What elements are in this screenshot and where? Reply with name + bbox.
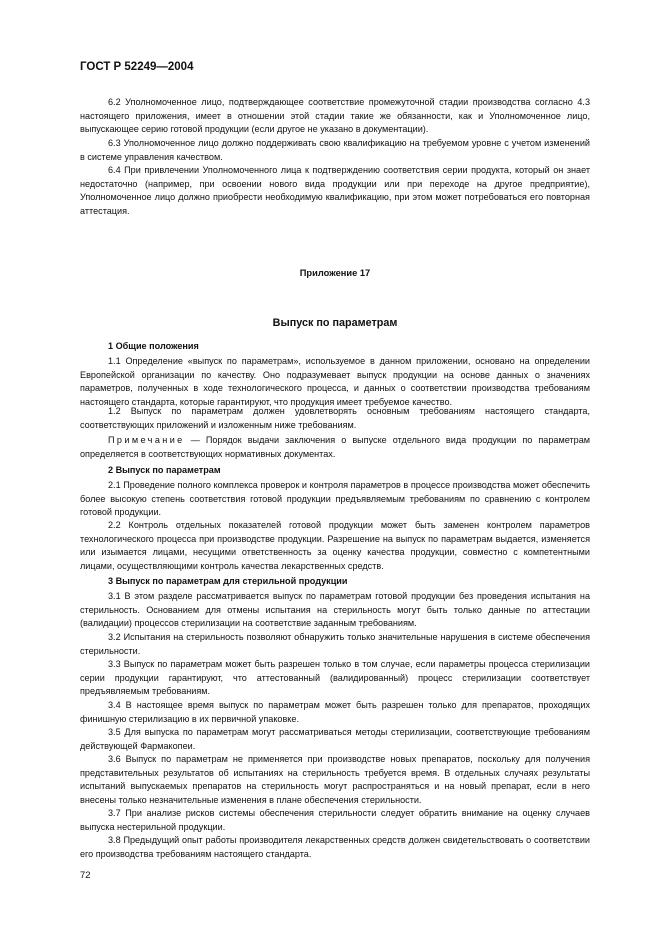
paragraph-3-6: 3.6 Выпуск по параметрам не применяется при производстве новых препаратов, поскольку для получения представительных результатов об испытаниях на стерильность требуется время. В отдельных случаях результаты испытаний выпускаемых препаратов на стерильность могут распространяться и на новый препарат, если в него внесены только незначительные изменения в плане обеспечения стерильности.	[80, 754, 590, 805]
document-header: ГОСТ Р 52249—2004	[80, 61, 194, 73]
paragraph-3-8: 3.8 Предыдущий опыт работы производителя лекарственных средств должен свидетельствовать о соответствии его производства требованиям настоящего стандарта.	[80, 835, 590, 859]
note-label: Примечание	[108, 435, 185, 445]
page-number: 72	[80, 870, 91, 881]
appendix-label: Приложение 17	[299, 268, 371, 278]
note-paragraph	[80, 434, 590, 461]
appendix-title: Выпуск по параметрам	[272, 317, 398, 329]
paragraph-3-4: 3.4 В настоящее время выпуск по параметрам может быть разрешен только для препаратов, проходящих финишную стерилизацию в их первичной упаковке.	[80, 700, 590, 724]
paragraph-3-5: 3.5 Для выпуска по параметрам могут рассматриваться методы стерилизации, соответствующие требованиям действующей Фармакопеи.	[80, 727, 590, 751]
paragraph-3-1: 3.1 В этом разделе рассматривается выпуск по параметрам готовой продукции без проведения испытания на стерильность. Основанием для отмены испытания на стерильность могут быть только данные по аттестации (валидации) процессов стерилизации на соответствие заданным требованиям.	[80, 591, 590, 629]
paragraph-6-2: 6.2 Уполномоченное лицо, подтверждающее соответствие промежуточной стадии производства согласно 4.3 настоящего приложения, имеет в отношении этой стадии такие же обязанности, как и Уполномоченное лицо, выпускающее серию готовой продукции (если другое не указано в документации).	[80, 97, 590, 135]
paragraph-3-3: 3.3 Выпуск по параметрам может быть разрешен только в том случае, если параметры процесса стерилизации серии продукции гарантируют, что аттестованный (валидированный) процесс стерилизации соответствует предъявляемым требованиям.	[80, 659, 590, 697]
paragraph-2-1: 2.1 Проведение полного комплекса проверок и контроля параметров в процессе производства может обеспечить более высокую степень соответствия готовой продукции предъявляемым требованиям по сравнению с контролем готовой продукции.	[80, 480, 590, 518]
section-heading-2: 2 Выпуск по параметрам	[108, 465, 221, 475]
note-text: — Порядок выдачи заключения о выпуске отдельного вида продукции по параметрам определяется в соответствующих нормативных документах.	[80, 435, 590, 459]
paragraph-1-1: 1.1 Определение «выпуск по параметрам», используемое в данном приложении, основано на определении Европейской организации по качеству. Оно подразумевает выпуск продукции на основе данных о значениях параметров, полученных в ходе технологического процесса, и данных о соответствии производства требованиям настоящего стандарта, которые гарантируют, что продукция имеет требуемое качество.	[80, 356, 590, 407]
section-heading-3: 3 Выпуск по параметрам для стерильной продукции	[108, 576, 348, 586]
paragraph-6-4: 6.4 При привлечении Уполномоченного лица к подтверждению соответствия серии продукта, который он знает недостаточно (например, при освоении нового вида продукции или при переходе на другое предприятие), Уполномоченное лицо должно приобрести необходимую квалификацию, при этом может потребоваться его повторная аттестация.	[80, 165, 590, 216]
paragraph-6-3: 6.3 Уполномоченное лицо должно поддерживать свою квалификацию на требуемом уровне с учетом изменений в системе управления качеством.	[80, 138, 590, 162]
paragraph-3-7: 3.7 При анализе рисков системы обеспечения стерильности следует обратить внимание на оценку случаев выпуска нестерильной продукции.	[80, 808, 590, 832]
paragraph-1-2: 1.2 Выпуск по параметрам должен удовлетворять основным требованиям настоящего стандарта, соответствующих приложений и изложенным ниже требованиям.	[80, 406, 590, 430]
paragraph-2-2: 2.2 Контроль отдельных показателей готовой продукции может быть заменен контролем параметров технологического процесса при производстве продукции. Разрешение на выпуск по параметрам выдается, изменяется или изымается лицами, несущими ответственность за оценку качества продукции, совместно с компетентными лицами, осуществляющими контроль качества лекарственных средств.	[80, 520, 590, 571]
section-heading-1: 1 Общие положения	[108, 341, 199, 351]
paragraph-3-2: 3.2 Испытания на стерильность позволяют обнаружить только значительные нарушения в системе обеспечения стерильности.	[80, 632, 590, 656]
